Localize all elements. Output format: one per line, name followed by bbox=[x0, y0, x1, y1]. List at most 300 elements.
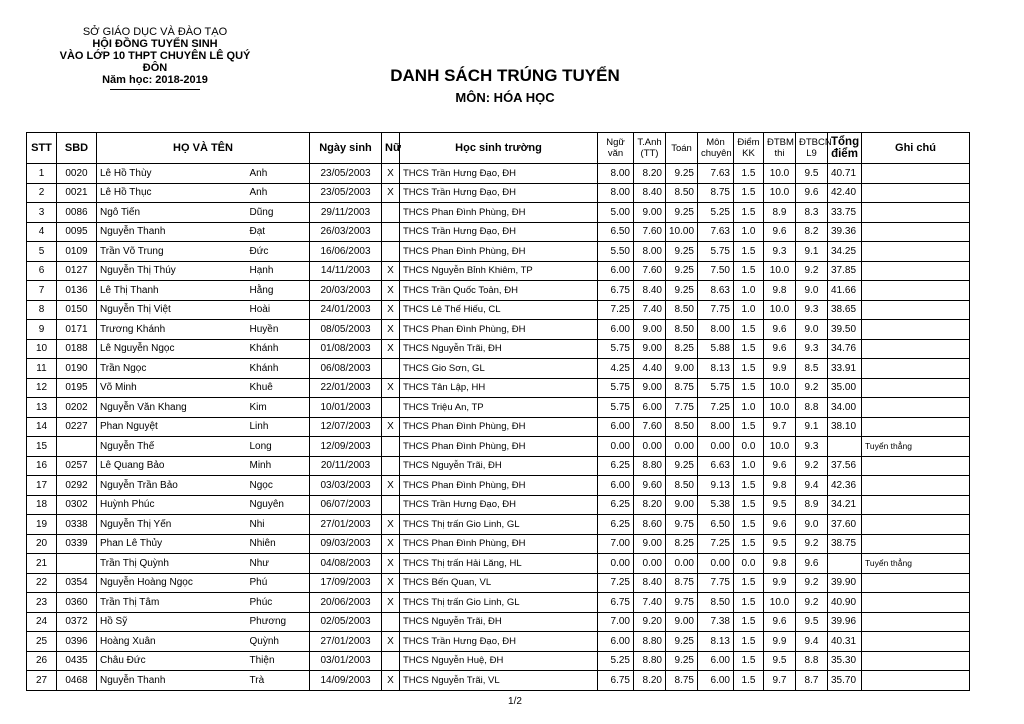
cell-sbd: 0339 bbox=[57, 534, 97, 554]
col-ngu-van-line1: Ngữ bbox=[606, 137, 625, 148]
cell-given-name: Hằng bbox=[247, 281, 310, 301]
cell-stt: 13 bbox=[27, 398, 57, 418]
cell-mon-chuyen: 5.38 bbox=[698, 495, 734, 515]
cell-diem-kk: 1.5 bbox=[734, 612, 764, 632]
cell-female bbox=[382, 456, 400, 476]
cell-female: X bbox=[382, 554, 400, 574]
cell-mon-chuyen: 8.50 bbox=[698, 593, 734, 613]
cell-dtbm: 9.6 bbox=[764, 456, 796, 476]
cell-stt: 24 bbox=[27, 612, 57, 632]
cell-dtbcn: 9.0 bbox=[796, 515, 828, 535]
cell-dtbcn: 9.1 bbox=[796, 242, 828, 262]
cell-toan: 9.25 bbox=[666, 261, 698, 281]
cell-dob: 02/05/2003 bbox=[310, 612, 382, 632]
school-name: VÀO LỚP 10 THPT CHUYÊN LÊ QUÝ ĐÔN bbox=[59, 50, 251, 74]
cell-surname: Nguyễn Văn Khang bbox=[97, 398, 247, 418]
cell-female: X bbox=[382, 476, 400, 496]
cell-mon-chuyen: 6.00 bbox=[698, 651, 734, 671]
cell-note bbox=[862, 515, 970, 535]
cell-diem-kk: 1.5 bbox=[734, 242, 764, 262]
cell-dob: 23/05/2003 bbox=[310, 183, 382, 203]
cell-school: THCS Trần Hưng Đạo, ĐH bbox=[400, 183, 598, 203]
cell-school: THCS Trần Hưng Đạo, ĐH bbox=[400, 495, 598, 515]
cell-mon-chuyen: 7.63 bbox=[698, 222, 734, 242]
table-row bbox=[27, 359, 970, 379]
cell-given-name: Phúc bbox=[247, 593, 310, 613]
cell-ngu-van: 5.50 bbox=[598, 242, 634, 262]
cell-dob: 26/03/2003 bbox=[310, 222, 382, 242]
cell-tanh: 0.00 bbox=[634, 437, 666, 457]
cell-note bbox=[862, 534, 970, 554]
cell-diem-kk: 1.5 bbox=[734, 573, 764, 593]
cell-tong-diem: 38.10 bbox=[828, 417, 862, 437]
cell-tong-diem: 34.25 bbox=[828, 242, 862, 262]
cell-dob: 20/03/2003 bbox=[310, 281, 382, 301]
cell-ngu-van: 0.00 bbox=[598, 437, 634, 457]
cell-toan: 8.50 bbox=[666, 417, 698, 437]
cell-tanh: 7.60 bbox=[634, 417, 666, 437]
cell-dtbcn: 9.2 bbox=[796, 456, 828, 476]
table-row bbox=[27, 593, 970, 613]
cell-toan: 8.50 bbox=[666, 320, 698, 340]
cell-note bbox=[862, 632, 970, 652]
cell-tanh: 8.80 bbox=[634, 456, 666, 476]
cell-tanh: 8.40 bbox=[634, 183, 666, 203]
cell-ngu-van: 6.75 bbox=[598, 281, 634, 301]
table-row bbox=[27, 632, 970, 652]
cell-ngu-van: 0.00 bbox=[598, 554, 634, 574]
cell-given-name: Dũng bbox=[247, 203, 310, 223]
col-note: Ghi chú bbox=[862, 133, 970, 164]
cell-dob: 29/11/2003 bbox=[310, 203, 382, 223]
cell-diem-kk: 1.0 bbox=[734, 300, 764, 320]
cell-ngu-van: 6.25 bbox=[598, 456, 634, 476]
cell-note bbox=[862, 651, 970, 671]
cell-school: THCS Phan Đình Phùng, ĐH bbox=[400, 534, 598, 554]
cell-school: THCS Trần Quốc Toản, ĐH bbox=[400, 281, 598, 301]
cell-toan: 7.75 bbox=[666, 398, 698, 418]
cell-school: THCS Phan Đình Phùng, ĐH bbox=[400, 476, 598, 496]
cell-given-name: Quỳnh bbox=[247, 632, 310, 652]
cell-dtbcn: 8.8 bbox=[796, 398, 828, 418]
cell-tong-diem: 42.40 bbox=[828, 183, 862, 203]
cell-female: X bbox=[382, 632, 400, 652]
table-row bbox=[27, 476, 970, 496]
cell-tong-diem: 38.65 bbox=[828, 300, 862, 320]
cell-stt: 21 bbox=[27, 554, 57, 574]
col-dtbcn-line1: ĐTBCN bbox=[799, 137, 832, 148]
cell-ngu-van: 7.25 bbox=[598, 300, 634, 320]
col-ngu-van-line2: văn bbox=[607, 148, 624, 159]
cell-sbd: 0127 bbox=[57, 261, 97, 281]
cell-school: THCS Phan Đình Phùng, ĐH bbox=[400, 242, 598, 262]
cell-ngu-van: 6.25 bbox=[598, 495, 634, 515]
cell-dtbm: 9.8 bbox=[764, 554, 796, 574]
cell-given-name: Thiện bbox=[247, 651, 310, 671]
cell-mon-chuyen: 7.75 bbox=[698, 573, 734, 593]
cell-dtbm: 10.0 bbox=[764, 183, 796, 203]
cell-school: THCS Nguyễn Trãi, VL bbox=[400, 671, 598, 691]
cell-given-name: Phương bbox=[247, 612, 310, 632]
cell-ngu-van: 5.00 bbox=[598, 203, 634, 223]
col-mon-chuyen bbox=[698, 133, 734, 164]
cell-dtbcn: 9.6 bbox=[796, 554, 828, 574]
cell-tong-diem: 34.21 bbox=[828, 495, 862, 515]
col-tanh bbox=[634, 133, 666, 164]
cell-dtbm: 9.6 bbox=[764, 515, 796, 535]
cell-toan: 8.25 bbox=[666, 534, 698, 554]
table-row bbox=[27, 573, 970, 593]
cell-school: THCS Trần Hưng Đạo, ĐH bbox=[400, 222, 598, 242]
cell-tanh: 7.40 bbox=[634, 300, 666, 320]
cell-tong-diem: 37.60 bbox=[828, 515, 862, 535]
cell-mon-chuyen: 8.75 bbox=[698, 183, 734, 203]
cell-dtbcn: 9.3 bbox=[796, 437, 828, 457]
cell-diem-kk: 0.0 bbox=[734, 437, 764, 457]
cell-female: X bbox=[382, 593, 400, 613]
cell-given-name: Minh bbox=[247, 456, 310, 476]
cell-stt: 26 bbox=[27, 651, 57, 671]
cell-note bbox=[862, 222, 970, 242]
cell-school: THCS Tân Lập, HH bbox=[400, 378, 598, 398]
cell-given-name: Long bbox=[247, 437, 310, 457]
cell-dob: 06/07/2003 bbox=[310, 495, 382, 515]
cell-diem-kk: 1.5 bbox=[734, 515, 764, 535]
cell-female: X bbox=[382, 281, 400, 301]
cell-toan: 10.00 bbox=[666, 222, 698, 242]
cell-mon-chuyen: 8.13 bbox=[698, 359, 734, 379]
cell-dob: 24/01/2003 bbox=[310, 300, 382, 320]
cell-school: THCS Phan Đình Phùng, ĐH bbox=[400, 203, 598, 223]
cell-dob: 12/07/2003 bbox=[310, 417, 382, 437]
cell-dtbm: 9.5 bbox=[764, 495, 796, 515]
table-row bbox=[27, 437, 970, 457]
col-name: HỌ VÀ TÊN bbox=[97, 133, 310, 164]
issuing-organization bbox=[50, 26, 260, 90]
cell-ngu-van: 6.75 bbox=[598, 671, 634, 691]
cell-stt: 9 bbox=[27, 320, 57, 340]
cell-tong-diem: 37.56 bbox=[828, 456, 862, 476]
cell-toan: 9.00 bbox=[666, 612, 698, 632]
cell-dtbm: 10.0 bbox=[764, 398, 796, 418]
cell-diem-kk: 1.5 bbox=[734, 320, 764, 340]
cell-note bbox=[862, 573, 970, 593]
cell-given-name: Khánh bbox=[247, 359, 310, 379]
cell-note bbox=[862, 398, 970, 418]
cell-sbd: 0150 bbox=[57, 300, 97, 320]
cell-dtbcn: 8.2 bbox=[796, 222, 828, 242]
cell-toan: 8.25 bbox=[666, 339, 698, 359]
cell-toan: 9.25 bbox=[666, 242, 698, 262]
cell-dtbm: 10.0 bbox=[764, 378, 796, 398]
cell-dtbcn: 9.4 bbox=[796, 632, 828, 652]
cell-mon-chuyen: 0.00 bbox=[698, 554, 734, 574]
cell-surname: Nguyễn Thị Thúy bbox=[97, 261, 247, 281]
cell-dob: 27/01/2003 bbox=[310, 515, 382, 535]
cell-tanh: 7.60 bbox=[634, 222, 666, 242]
cell-sbd bbox=[57, 437, 97, 457]
cell-dob: 17/09/2003 bbox=[310, 573, 382, 593]
cell-given-name: Hạnh bbox=[247, 261, 310, 281]
cell-dob: 08/05/2003 bbox=[310, 320, 382, 340]
cell-surname: Phan Lê Thủy bbox=[97, 534, 247, 554]
cell-toan: 8.50 bbox=[666, 300, 698, 320]
cell-tanh: 8.40 bbox=[634, 573, 666, 593]
cell-tanh: 8.20 bbox=[634, 671, 666, 691]
cell-tong-diem: 42.36 bbox=[828, 476, 862, 496]
table-row bbox=[27, 378, 970, 398]
cell-female bbox=[382, 437, 400, 457]
cell-diem-kk: 1.5 bbox=[734, 164, 764, 184]
cell-stt: 11 bbox=[27, 359, 57, 379]
cell-sbd: 0020 bbox=[57, 164, 97, 184]
cell-diem-kk: 1.0 bbox=[734, 456, 764, 476]
cell-dob: 12/09/2003 bbox=[310, 437, 382, 457]
cell-diem-kk: 1.0 bbox=[734, 398, 764, 418]
table-row bbox=[27, 612, 970, 632]
cell-female: X bbox=[382, 320, 400, 340]
page-number: 1/2 bbox=[508, 696, 522, 707]
cell-surname: Huỳnh Phúc bbox=[97, 495, 247, 515]
cell-given-name: Nhi bbox=[247, 515, 310, 535]
cell-school: THCS Nguyễn Bỉnh Khiêm, TP bbox=[400, 261, 598, 281]
cell-toan: 0.00 bbox=[666, 437, 698, 457]
cell-surname: Lê Hồ Thùy bbox=[97, 164, 247, 184]
cell-mon-chuyen: 8.00 bbox=[698, 320, 734, 340]
cell-tong-diem: 34.00 bbox=[828, 398, 862, 418]
cell-dtbcn: 9.2 bbox=[796, 573, 828, 593]
cell-mon-chuyen: 8.63 bbox=[698, 281, 734, 301]
cell-note: Tuyển thẳng bbox=[862, 554, 970, 574]
cell-stt: 20 bbox=[27, 534, 57, 554]
document-title: DANH SÁCH TRÚNG TUYỂN bbox=[390, 66, 620, 85]
cell-sbd: 0202 bbox=[57, 398, 97, 418]
table-header-row bbox=[27, 133, 970, 164]
cell-tanh: 7.60 bbox=[634, 261, 666, 281]
table-row bbox=[27, 417, 970, 437]
cell-dtbm: 9.8 bbox=[764, 476, 796, 496]
col-mon-chuyen-line2: chuyên bbox=[701, 148, 732, 159]
cell-diem-kk: 1.5 bbox=[734, 417, 764, 437]
cell-dob: 03/03/2003 bbox=[310, 476, 382, 496]
cell-sbd: 0354 bbox=[57, 573, 97, 593]
cell-female: X bbox=[382, 417, 400, 437]
col-toan: Toán bbox=[666, 133, 698, 164]
cell-dtbm: 9.5 bbox=[764, 651, 796, 671]
cell-sbd: 0338 bbox=[57, 515, 97, 535]
cell-tong-diem: 41.66 bbox=[828, 281, 862, 301]
cell-stt: 15 bbox=[27, 437, 57, 457]
cell-school: THCS Thị trấn Gio Linh, GL bbox=[400, 593, 598, 613]
cell-diem-kk: 1.5 bbox=[734, 651, 764, 671]
cell-tanh: 4.40 bbox=[634, 359, 666, 379]
cell-tong-diem: 40.31 bbox=[828, 632, 862, 652]
cell-sbd: 0468 bbox=[57, 671, 97, 691]
cell-tanh: 0.00 bbox=[634, 554, 666, 574]
cell-dtbcn: 9.6 bbox=[796, 183, 828, 203]
col-stt: STT bbox=[27, 133, 57, 164]
cell-stt: 7 bbox=[27, 281, 57, 301]
table-row bbox=[27, 671, 970, 691]
cell-toan: 9.00 bbox=[666, 495, 698, 515]
col-dob: Ngày sinh bbox=[310, 133, 382, 164]
cell-dtbcn: 9.3 bbox=[796, 300, 828, 320]
cell-dtbm: 10.0 bbox=[764, 261, 796, 281]
cell-dob: 20/06/2003 bbox=[310, 593, 382, 613]
table-row bbox=[27, 339, 970, 359]
cell-mon-chuyen: 8.13 bbox=[698, 632, 734, 652]
cell-given-name: Nhiên bbox=[247, 534, 310, 554]
cell-dtbm: 10.0 bbox=[764, 593, 796, 613]
cell-ngu-van: 6.50 bbox=[598, 222, 634, 242]
cell-school: THCS Phan Đình Phùng, ĐH bbox=[400, 320, 598, 340]
cell-given-name: Như bbox=[247, 554, 310, 574]
cell-dtbm: 9.5 bbox=[764, 534, 796, 554]
cell-school: THCS Lê Thế Hiếu, CL bbox=[400, 300, 598, 320]
col-tong-line2: điểm bbox=[831, 148, 858, 160]
cell-dtbcn: 9.2 bbox=[796, 261, 828, 281]
cell-ngu-van: 7.25 bbox=[598, 573, 634, 593]
cell-diem-kk: 1.5 bbox=[734, 632, 764, 652]
cell-school: THCS Phan Đình Phùng, ĐH bbox=[400, 417, 598, 437]
cell-dtbcn: 9.4 bbox=[796, 476, 828, 496]
col-dtbcn-line2: L9 bbox=[806, 148, 817, 159]
cell-surname: Nguyễn Trần Bảo bbox=[97, 476, 247, 496]
cell-note bbox=[862, 378, 970, 398]
cell-given-name: Phú bbox=[247, 573, 310, 593]
cell-tanh: 8.00 bbox=[634, 242, 666, 262]
admission-table bbox=[26, 132, 970, 691]
cell-given-name: Kim bbox=[247, 398, 310, 418]
cell-surname: Châu Đức bbox=[97, 651, 247, 671]
cell-sbd: 0372 bbox=[57, 612, 97, 632]
cell-diem-kk: 1.0 bbox=[734, 281, 764, 301]
cell-female: X bbox=[382, 534, 400, 554]
table-row bbox=[27, 515, 970, 535]
cell-toan: 0.00 bbox=[666, 554, 698, 574]
col-mon-chuyen-line1: Môn bbox=[706, 137, 725, 148]
cell-note bbox=[862, 203, 970, 223]
cell-sbd: 0302 bbox=[57, 495, 97, 515]
col-dtbm-line1: ĐTBM bbox=[767, 137, 794, 148]
cell-sbd: 0188 bbox=[57, 339, 97, 359]
col-tong-line1: Tổng bbox=[831, 136, 860, 148]
cell-mon-chuyen: 9.13 bbox=[698, 476, 734, 496]
cell-stt: 19 bbox=[27, 515, 57, 535]
cell-dtbm: 9.3 bbox=[764, 242, 796, 262]
cell-surname: Trần Thị Tâm bbox=[97, 593, 247, 613]
cell-sbd: 0190 bbox=[57, 359, 97, 379]
cell-surname: Trương Khánh bbox=[97, 320, 247, 340]
cell-female bbox=[382, 651, 400, 671]
table-row bbox=[27, 281, 970, 301]
cell-note bbox=[862, 671, 970, 691]
cell-note bbox=[862, 281, 970, 301]
cell-stt: 22 bbox=[27, 573, 57, 593]
cell-school: THCS Trần Hưng Đạo, ĐH bbox=[400, 164, 598, 184]
cell-given-name: Đạt bbox=[247, 222, 310, 242]
cell-given-name: Ngọc bbox=[247, 476, 310, 496]
cell-stt: 5 bbox=[27, 242, 57, 262]
cell-stt: 8 bbox=[27, 300, 57, 320]
cell-surname: Võ Minh bbox=[97, 378, 247, 398]
cell-tong-diem: 39.36 bbox=[828, 222, 862, 242]
cell-tong-diem: 40.90 bbox=[828, 593, 862, 613]
cell-toan: 9.25 bbox=[666, 651, 698, 671]
cell-toan: 9.25 bbox=[666, 632, 698, 652]
table-row bbox=[27, 222, 970, 242]
cell-sbd: 0021 bbox=[57, 183, 97, 203]
cell-ngu-van: 5.75 bbox=[598, 339, 634, 359]
cell-dob: 16/06/2003 bbox=[310, 242, 382, 262]
cell-toan: 8.50 bbox=[666, 183, 698, 203]
cell-female bbox=[382, 242, 400, 262]
cell-dob: 20/11/2003 bbox=[310, 456, 382, 476]
cell-toan: 8.75 bbox=[666, 671, 698, 691]
cell-given-name: Anh bbox=[247, 183, 310, 203]
cell-given-name: Huyền bbox=[247, 320, 310, 340]
cell-sbd: 0435 bbox=[57, 651, 97, 671]
cell-ngu-van: 5.75 bbox=[598, 378, 634, 398]
cell-stt: 16 bbox=[27, 456, 57, 476]
cell-tong-diem: 35.70 bbox=[828, 671, 862, 691]
cell-stt: 23 bbox=[27, 593, 57, 613]
header-divider bbox=[110, 89, 200, 90]
cell-toan: 9.25 bbox=[666, 164, 698, 184]
cell-ngu-van: 5.25 bbox=[598, 651, 634, 671]
cell-note bbox=[862, 164, 970, 184]
cell-note bbox=[862, 320, 970, 340]
cell-surname: Hoàng Xuân bbox=[97, 632, 247, 652]
cell-dtbm: 9.6 bbox=[764, 612, 796, 632]
table-row bbox=[27, 398, 970, 418]
cell-mon-chuyen: 7.75 bbox=[698, 300, 734, 320]
table-row bbox=[27, 183, 970, 203]
cell-given-name: Khuê bbox=[247, 378, 310, 398]
cell-ngu-van: 6.00 bbox=[598, 632, 634, 652]
cell-tong-diem: 33.75 bbox=[828, 203, 862, 223]
cell-tong-diem: 39.90 bbox=[828, 573, 862, 593]
cell-diem-kk: 1.5 bbox=[734, 203, 764, 223]
document-subtitle: MÔN: HÓA HỌC bbox=[455, 90, 555, 105]
cell-dtbm: 9.8 bbox=[764, 281, 796, 301]
cell-toan: 9.75 bbox=[666, 515, 698, 535]
cell-tanh: 9.00 bbox=[634, 534, 666, 554]
table-row bbox=[27, 456, 970, 476]
cell-tong-diem bbox=[828, 437, 862, 457]
cell-female: X bbox=[382, 378, 400, 398]
cell-note bbox=[862, 476, 970, 496]
col-sbd: SBD bbox=[57, 133, 97, 164]
col-tong-diem bbox=[828, 133, 862, 164]
cell-tanh: 8.40 bbox=[634, 281, 666, 301]
cell-sbd: 0109 bbox=[57, 242, 97, 262]
cell-female bbox=[382, 203, 400, 223]
cell-diem-kk: 1.5 bbox=[734, 593, 764, 613]
cell-female: X bbox=[382, 300, 400, 320]
cell-toan: 9.75 bbox=[666, 593, 698, 613]
cell-dob: 14/09/2003 bbox=[310, 671, 382, 691]
table-row bbox=[27, 554, 970, 574]
cell-ngu-van: 6.00 bbox=[598, 261, 634, 281]
cell-ngu-van: 8.00 bbox=[598, 164, 634, 184]
col-diem-kk bbox=[734, 133, 764, 164]
cell-school: THCS Phan Đình Phùng, ĐH bbox=[400, 437, 598, 457]
cell-surname: Trần Võ Trung bbox=[97, 242, 247, 262]
cell-surname: Phan Nguyệt bbox=[97, 417, 247, 437]
cell-stt: 4 bbox=[27, 222, 57, 242]
cell-surname: Trần Thị Quỳnh bbox=[97, 554, 247, 574]
